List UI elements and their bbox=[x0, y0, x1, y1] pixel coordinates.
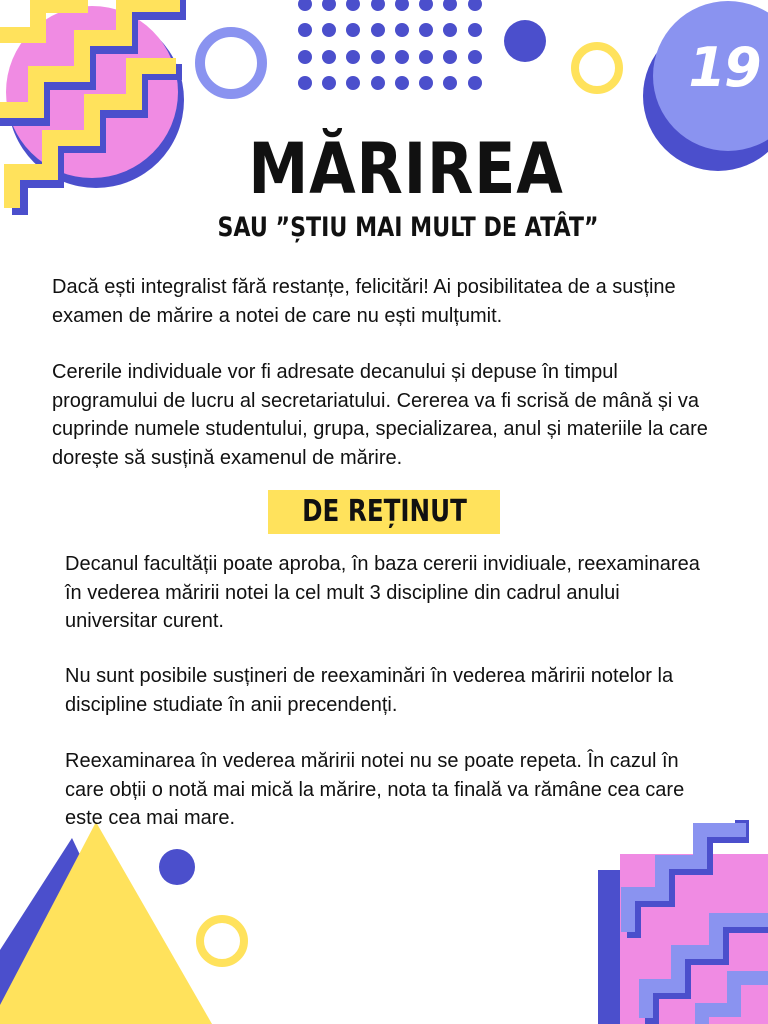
note-heading: DE REȚINUT bbox=[301, 494, 467, 529]
ring-shape bbox=[575, 46, 619, 90]
page-number: 19 bbox=[688, 36, 760, 99]
ring-shape bbox=[200, 919, 244, 963]
ring-shape bbox=[200, 32, 262, 94]
dot-shape bbox=[159, 849, 195, 885]
page-title: MĂRIREA bbox=[248, 128, 564, 210]
note-paragraph: Reexaminarea în vederea măririi notei nu se poate repeta. În cazul în care obții o notă mai mică la mărire, nota ta finală va rămâne cea care este cea mai mare. bbox=[65, 750, 685, 829]
dot-shape bbox=[504, 20, 546, 62]
intro-paragraph: Dacă ești integralist fără restanțe, felicitări! Ai posibilitatea de a susține examen de mărire a notei de care nu ești mulțumit. bbox=[52, 276, 676, 327]
note-paragraph: Nu sunt posibile susțineri de reexaminări în vederea măririi notelor la discipline studiate în anii precendenți. bbox=[65, 665, 674, 716]
note-paragraph: Decanul facultății poate aproba, în baza cererii invidiuale, reexaminarea în vederea măririi notei la cel mult 3 discipline din cadrul anului universitar curent. bbox=[65, 553, 700, 632]
page-subtitle: SAU ”ȘTIU MAI MULT DE ATÂT” bbox=[217, 212, 599, 243]
note-heading-banner bbox=[268, 490, 500, 534]
dot-grid-shape bbox=[298, 0, 482, 90]
intro-paragraph: Cererile individuale vor fi adresate decanului și depuse în timpul programului de lucru al secretariatului. Cererea va fi scrisă de mână și va cuprinde numele studentului, grupa, specializarea, anul și materiile la care dorește să susțină examenul de mărire. bbox=[52, 361, 708, 469]
